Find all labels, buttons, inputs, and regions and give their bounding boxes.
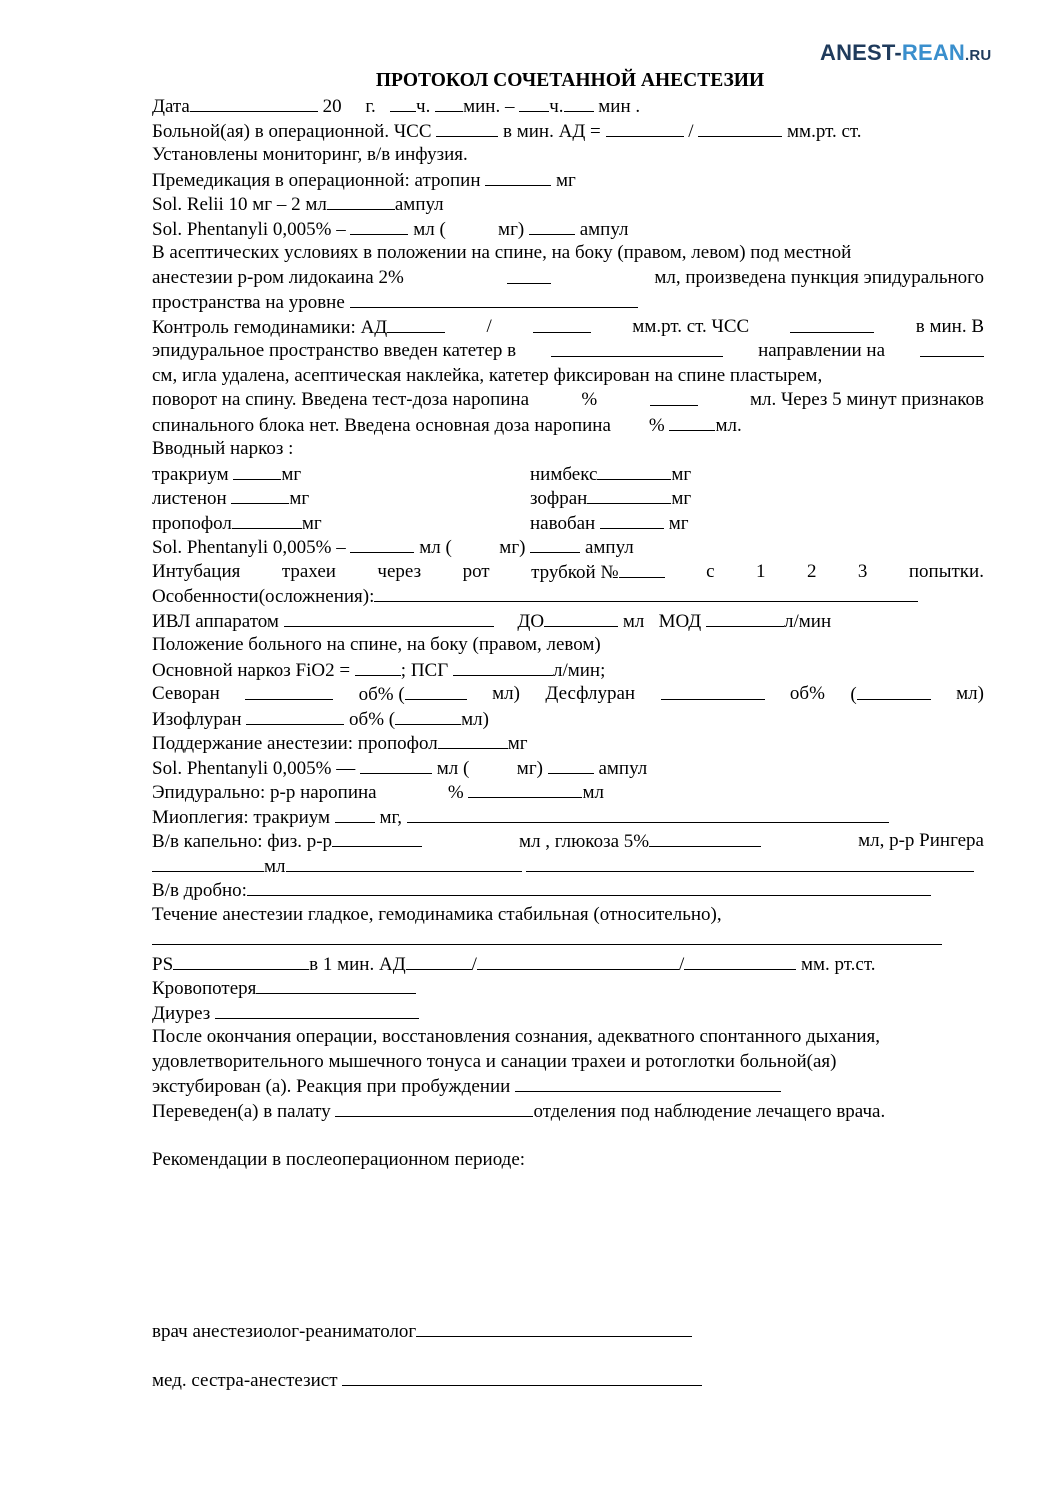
attempt-2[interactable]: 2 (806, 560, 817, 582)
label-ps: PS (152, 953, 174, 975)
label-lmin: л/мин (784, 610, 832, 632)
label-through: через (377, 560, 422, 582)
label-slash: / (471, 953, 477, 975)
label-mg: мг (671, 463, 692, 485)
line-diuresis (152, 1001, 984, 1026)
label-nurse: мед. сестра-анестезист (152, 1370, 338, 1391)
field-iv-bolus[interactable] (247, 878, 931, 896)
field-hr[interactable] (436, 119, 498, 137)
label-mg: мг (507, 733, 528, 754)
text-needle: см, игла удалена, асептическая наклейка, катетер фиксирован на спине пластырем, (152, 364, 823, 386)
field-listenon-mg[interactable] (231, 486, 289, 504)
label-mg-paren: мг) (498, 218, 525, 240)
line-recommendations (152, 1148, 984, 1173)
label-doctor: врач анестезиолог-реаниматолог (152, 1321, 417, 1342)
label-per-1min-bp: в 1 мин. АД (309, 953, 406, 975)
label-lmin-semi: л/мин; (552, 659, 606, 681)
label-paren-open: ( (850, 684, 857, 705)
line-pulse-bp (152, 952, 984, 977)
field-relii-ampules[interactable] (327, 192, 395, 210)
label-min-end: мин . (598, 96, 641, 117)
text-aseptic: В асептических условиях в положении на спине, на боку (правом, левом) под местной (152, 242, 852, 263)
label-complications: Особенности(осложнения): (152, 586, 375, 607)
field-propofol-mg[interactable] (232, 511, 302, 529)
line-aseptic (152, 241, 984, 266)
line-after-surgery (152, 1025, 984, 1050)
label-recommendations: Рекомендации в послеоперационном периоде: (152, 1148, 526, 1170)
label-mouth: рот (462, 560, 490, 582)
label-zofran: зофран (530, 488, 588, 509)
label-trachea: трахеи (281, 560, 336, 582)
field-phent-ampules[interactable] (529, 217, 575, 235)
field-final-bp-1[interactable] (406, 952, 472, 970)
line-satisfactory (152, 1050, 984, 1075)
label-hemo-per-min: в мин. В (915, 315, 984, 337)
label-ampul: ампул (579, 218, 629, 240)
field-final-bp-3[interactable] (684, 952, 796, 970)
label-ml: мл (622, 610, 645, 632)
label-mg: мг (668, 512, 689, 534)
logo-part-ru: .RU (965, 47, 992, 64)
field-navoban-mg[interactable] (600, 511, 664, 529)
protocol-body (152, 94, 984, 1393)
line-intubation (152, 560, 984, 585)
label-slash: / (486, 315, 492, 337)
line-course-notes (152, 927, 984, 952)
line-main-anesthesia (152, 658, 984, 683)
line-position (152, 633, 984, 658)
text-course: Течение анестезии гладкое, гемодинамика стабильная (относительно), (152, 903, 722, 925)
label-mg: мг (556, 169, 576, 191)
label-premed: Премедикация в операционной: атропин (152, 169, 481, 191)
label-mg: мг (671, 488, 692, 509)
label-ob-pct: об% (789, 683, 825, 704)
label-listenon: листенон (152, 488, 227, 509)
label-pct: % (447, 782, 464, 803)
field-main-dose-ml[interactable] (669, 413, 715, 431)
line-course (152, 903, 984, 928)
label-nimbex: нимбекс (530, 463, 598, 485)
label-ampul: ампул (394, 194, 444, 215)
label-myoplegia: Миоплегия: тракриум (152, 806, 331, 828)
field-desfluran-ob[interactable] (661, 682, 765, 700)
label-pct: % (581, 389, 598, 410)
label-catheter: эпидуральное пространство введен катетер в (152, 340, 517, 361)
logo-part-anest: ANEST- (820, 40, 902, 65)
label-hemo-bp: Контроль гемодинамики: АД (152, 316, 388, 338)
text-transfer-after: отделения под наблюдение лечащего врача. (533, 1100, 886, 1122)
label-mg-paren: мг) (516, 757, 543, 779)
field-desfluran-ml[interactable] (857, 682, 931, 700)
label-colon: : (288, 438, 294, 459)
field-test-dose-ml[interactable] (650, 388, 698, 406)
label-tidal-volume: ДО (517, 610, 545, 632)
label-ml-paren: мл ( (419, 537, 452, 558)
line-test-dose (152, 388, 984, 413)
label-phentanyl: Sol. Phentanyli 0,005% – (152, 218, 346, 240)
label-ampul: ампул (584, 537, 634, 558)
field-awakening-reaction[interactable] (515, 1074, 781, 1092)
label-trakrium: тракриум (152, 463, 229, 485)
label-epidural: Эпидурально: р-р наропина (152, 782, 377, 803)
label-desfluran: Десфлуран (545, 683, 636, 704)
field-course-notes[interactable] (152, 927, 942, 945)
label-mg: мг (301, 512, 322, 534)
field-saline-ml[interactable] (332, 829, 422, 847)
field-sevoran-ml[interactable] (405, 682, 467, 700)
field-blood-loss[interactable] (256, 976, 416, 994)
field-lidocaine-ml[interactable] (507, 266, 551, 284)
field-complications[interactable] (374, 584, 918, 602)
label-ob-pct-paren: об% ( (358, 684, 405, 705)
label-iv-drip: В/в капельно: физ. р-р (152, 831, 333, 852)
field-drip-other-1[interactable] (286, 854, 522, 872)
label-sevoran: Севоран (152, 683, 220, 704)
label-ob-pct-paren: об% ( (349, 708, 396, 730)
label-ampul: ампул (598, 757, 648, 779)
field-sevoran-ob[interactable] (245, 682, 333, 700)
field-catheter-direction[interactable] (551, 339, 723, 357)
field-ps[interactable] (173, 952, 309, 970)
label-ringer: мл, р-р Рингера (858, 830, 984, 851)
field-myoplegia-other[interactable] (407, 805, 889, 823)
line-epidural (152, 780, 984, 805)
label-space-level: пространства на уровне (152, 292, 345, 313)
label-induction: Вводный наркоз (152, 438, 284, 459)
label-s: с (706, 560, 715, 582)
field-diuresis[interactable] (215, 1001, 419, 1019)
field-trakrium-mg[interactable] (233, 462, 281, 480)
line-maintenance (152, 731, 984, 756)
line-phentanyl-induction (152, 535, 984, 560)
field-atropine[interactable] (485, 168, 551, 186)
label-iv-bolus: В/в дробно: (152, 880, 247, 901)
line-complications (152, 584, 984, 609)
line-main-dose (152, 413, 984, 438)
field-phent-maint-ampules[interactable] (548, 756, 594, 774)
label-direction: направлении на (758, 340, 886, 361)
label-psg: ; ПСГ (400, 659, 449, 681)
line-date (152, 94, 984, 119)
field-fio2[interactable] (355, 658, 401, 676)
label-attempts: попытки. (908, 560, 984, 582)
label-min-dash: мин. – (463, 96, 515, 117)
label-intubation: Интубация (152, 560, 241, 582)
label-relii: Sol. Relii 10 мг – 2 мл (152, 194, 327, 215)
label-lidocaine: анестезии р-ром лидокаина 2% (152, 266, 404, 288)
line-transfer (152, 1099, 984, 1124)
field-end-hour[interactable] (519, 94, 549, 112)
logo-part-rean: REAN (901, 40, 966, 65)
field-hemo-bp-dia[interactable] (533, 315, 591, 333)
label-isofluran: Изофлуран (152, 708, 242, 730)
label-per-min-bp: в мин. АД = (503, 120, 601, 142)
field-catheter-cm[interactable] (920, 339, 984, 357)
line-space-level (152, 290, 984, 315)
text-test-dose-after: мл. Через 5 минут признаков (749, 389, 984, 410)
label-propofol: пропофол (152, 512, 232, 534)
field-isofluran-ml[interactable] (395, 707, 461, 725)
label-ml: мл (264, 855, 286, 877)
field-bp-sys[interactable] (606, 119, 684, 137)
label-glucose: мл , глюкоза 5% (519, 831, 650, 852)
label-minute-volume: МОД (658, 610, 702, 632)
text-satisfactory: удовлетворительного мышечного тонуса и санации трахеи и ротоглотки больной(ая) (152, 1050, 837, 1072)
label-extubation: экстубирован (а). Реакция при пробуждении (152, 1076, 511, 1097)
attempt-3[interactable]: 3 (857, 560, 868, 582)
line-propofol-navoban (152, 511, 984, 536)
label-date: Дата (152, 96, 190, 117)
field-isofluran-ob[interactable] (246, 707, 344, 725)
field-final-bp-2[interactable] (477, 952, 679, 970)
line-premedication (152, 168, 984, 193)
line-patient-or (152, 119, 984, 144)
line-extubation (152, 1074, 984, 1099)
line-myoplegia (152, 805, 984, 830)
line-sevoran-desfluran (152, 682, 984, 707)
field-ringer-ml[interactable] (152, 854, 264, 872)
label-phentanyl: Sol. Phentanyli 0,005% – (152, 537, 346, 558)
label-mg-paren: мг) (499, 537, 526, 558)
label-position: Положение больного на спине, на боку (правом, левом) (152, 634, 601, 655)
label-mg-comma: мг, (379, 806, 402, 828)
line-catheter (152, 339, 984, 364)
label-navoban: навобан (530, 512, 596, 534)
label-ml-paren: мл ( (436, 757, 470, 779)
label-test-dose: поворот на спину. Введена тест-доза наропина (152, 389, 530, 410)
field-nurse-signature[interactable] (342, 1368, 702, 1386)
label-patient-or: Больной(ая) в операционной. ЧСС (152, 120, 432, 142)
label-hour-end: ч. (549, 96, 564, 117)
field-psg[interactable] (453, 658, 553, 676)
label-phentanyl: Sol. Phentanyli 0,005% — (152, 757, 356, 779)
field-bp-dia[interactable] (698, 119, 782, 137)
field-doctor-signature[interactable] (416, 1319, 692, 1337)
field-epidural-ml[interactable] (468, 780, 582, 798)
field-tube-number[interactable] (619, 560, 665, 578)
document-title: ПРОТОКОЛ СОЧЕТАННОЙ АНЕСТЕЗИИ (375, 70, 765, 91)
label-hour: ч. (416, 96, 431, 117)
line-phentanyl-premed (152, 217, 984, 242)
field-minute-volume[interactable] (706, 609, 784, 627)
field-phent-ml[interactable] (350, 217, 408, 235)
text-puncture: мл, произведена пункция эпидурального (654, 266, 984, 288)
label-ml-close: мл) (956, 683, 984, 704)
label-mg: мг (289, 488, 310, 509)
text-after-surgery: После окончания операции, восстановления сознания, адекватного спонтанного дыхания, (152, 1026, 881, 1047)
line-relii (152, 192, 984, 217)
line-listenon-zofran (152, 486, 984, 511)
field-drip-other-2[interactable] (526, 854, 974, 872)
line-hemodynamics (152, 315, 984, 340)
field-puncture-level[interactable] (350, 290, 638, 308)
line-ringer-ml (152, 854, 984, 879)
attempt-1[interactable]: 1 (755, 560, 766, 582)
field-nimbex-mg[interactable] (597, 462, 671, 480)
label-monitoring: Установлены мониторинг, в/в инфузия. (152, 144, 468, 165)
line-phentanyl-maintenance (152, 756, 984, 781)
label-mg: мг (281, 463, 302, 485)
line-isofluran (152, 707, 984, 732)
field-phent-ind-ampules[interactable] (530, 535, 580, 553)
field-transfer-ward[interactable] (335, 1099, 533, 1117)
field-myoplegia-mg[interactable] (335, 805, 375, 823)
field-maint-propofol-mg[interactable] (438, 731, 508, 749)
label-main-dose: спинального блока нет. Введена основная доза наропина (152, 414, 611, 436)
field-phent-maint-ml[interactable] (360, 756, 432, 774)
field-start-min[interactable] (435, 94, 463, 112)
label-main-fio2: Основной наркоз FiO2 = (152, 659, 351, 681)
field-date[interactable] (190, 94, 318, 112)
field-hemo-hr[interactable] (790, 315, 874, 333)
field-tidal-volume[interactable] (544, 609, 618, 627)
label-ventilator: ИВЛ аппаратом (152, 610, 279, 632)
label-mmhg: мм.рт. ст. (787, 120, 862, 142)
line-iv-drip (152, 829, 984, 854)
label-hemo-mmhg-hr: мм.рт. ст. ЧСС (632, 315, 750, 337)
line-iv-bolus (152, 878, 984, 903)
label-blood-loss: Кровопотеря (152, 978, 257, 999)
label-tube-no: трубкой № (531, 561, 619, 583)
line-ventilator (152, 609, 984, 634)
label-ml-paren: мл ( (413, 218, 446, 240)
label-slash: / (678, 953, 685, 975)
line-blood-loss (152, 976, 984, 1001)
field-ventilator[interactable] (284, 609, 494, 627)
line-lidocaine (152, 266, 984, 291)
field-end-min[interactable] (564, 94, 594, 112)
label-transfer: Переведен(а) в палату (152, 1100, 331, 1122)
label-ml: мл (582, 782, 604, 803)
site-logo (820, 40, 991, 69)
line-induction (152, 437, 984, 462)
field-glucose-ml[interactable] (649, 829, 761, 847)
line-monitoring (152, 143, 984, 168)
line-doctor-signature (152, 1319, 984, 1344)
label-year: г. (365, 96, 376, 117)
line-needle (152, 364, 984, 389)
field-zofran-mg[interactable] (587, 486, 671, 504)
label-maintenance: Поддержание анестезии: пропофол (152, 733, 438, 754)
label-mmhg: мм. рт.ст. (800, 953, 876, 975)
label-pct: % (648, 414, 665, 436)
field-hemo-bp-sys[interactable] (387, 315, 445, 333)
line-trakrium-nimbex (152, 462, 984, 487)
field-phent-ind-ml[interactable] (350, 535, 414, 553)
label-diuresis: Диурез (152, 1002, 211, 1024)
field-start-hour[interactable] (390, 94, 416, 112)
label-ml-close: мл) (461, 708, 489, 730)
label-ml-dot: мл. (715, 414, 742, 436)
label-ml-close: мл) (492, 683, 520, 704)
label-year-prefix: 20 (322, 96, 342, 117)
line-nurse-signature (152, 1368, 984, 1393)
label-slash: / (688, 120, 694, 142)
